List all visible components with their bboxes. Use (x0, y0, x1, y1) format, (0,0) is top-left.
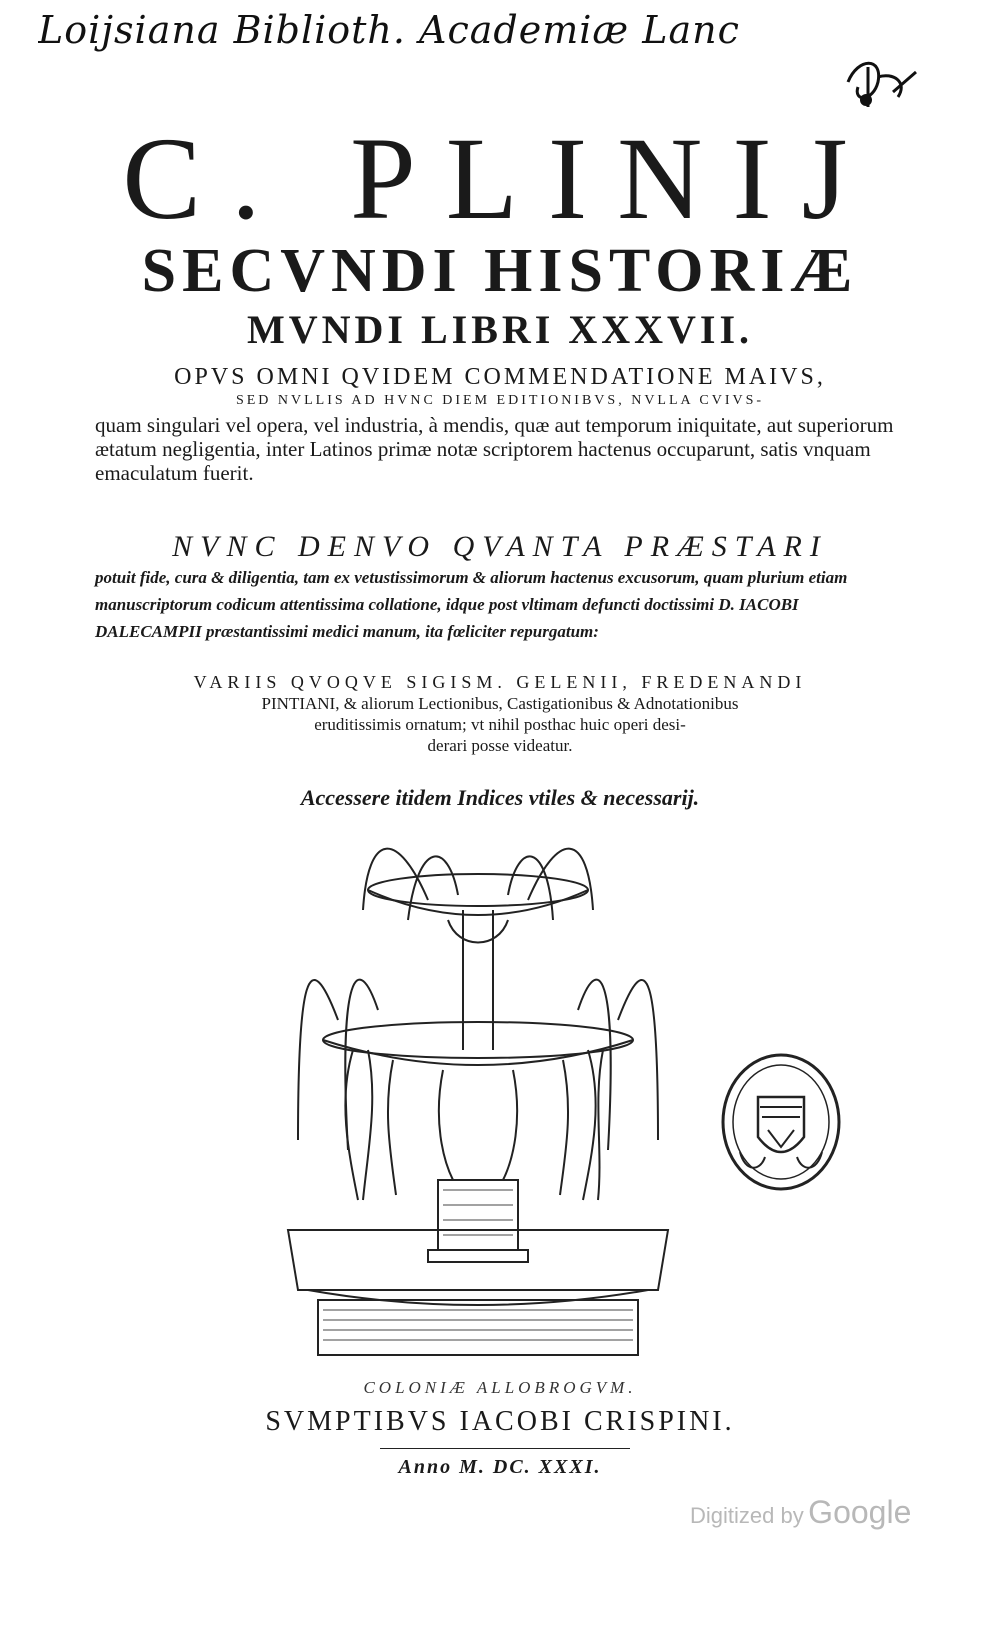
imprint-divider (380, 1448, 630, 1449)
description-caps-line-1: OPVS OMNI QVIDEM COMMENDATIONE MAIVS, (174, 364, 826, 390)
watermark-brand: Google (808, 1494, 912, 1530)
title-line-1: C. PLINIJ (122, 113, 878, 244)
imprint-publisher: SVMPTIBVS IACOBI CRISPINI. (265, 1406, 735, 1437)
variis-line-4: derari posse videatur. (427, 736, 573, 755)
library-seal-stamp-icon (720, 1052, 842, 1192)
accessere-line: Accessere itidem Indices vtiles & necessarij. (300, 785, 700, 810)
title-line-2: SECVNDI HISTORIÆ (141, 237, 859, 305)
handwritten-monogram-icon (838, 52, 920, 112)
description-paragraph (0, 365, 1000, 485)
title-line-3: MVNDI LIBRI XXXVII. (246, 307, 754, 352)
fountain-engraving-icon (278, 820, 678, 1365)
variis-paragraph (0, 672, 1000, 756)
nunc-caps-line: NVNC DENVO QVANTA PRÆSTARI (172, 530, 828, 563)
handwritten-inscription: Loijsiana Biblioth. Academiæ Lanc (38, 8, 740, 52)
description-caps-line-2: SED NVLLIS AD HVNC DIEM EDITIONIBVS, NVLLA CVIVS- (235, 393, 765, 408)
variis-line-3: eruditissimis ornatum; vt nihil posthac huic operi desi- (314, 715, 686, 734)
watermark-prefix: Digitized by (690, 1503, 804, 1528)
variis-line-2: PINTIANI, & aliorum Lectionibus, Castigationibus & Adnotationibus (261, 694, 739, 713)
variis-caps-line: VARIIS QVOQVE SIGISM. GELENII, FREDENANDI (193, 672, 807, 692)
imprint-place: COLONIÆ ALLOBROGVM. (363, 1378, 637, 1397)
nunc-paragraph (0, 530, 1000, 645)
imprint-year: Anno M. DC. XXXI. (398, 1456, 602, 1478)
digitized-watermark (690, 1494, 970, 1534)
nunc-text: potuit fide, cura & diligentia, tam ex vetustissimorum & aliorum hactenus excusorum, quam plurium etiam manuscriptorum codicum attentissima collatione, idque post vltimam defuncti doctissimi D. IACOBI DALECAMPII præstantissimi medici manum, ita fœliciter repurgatum: (95, 568, 848, 641)
description-text: quam singulari vel opera, vel industria, à mendis, quæ aut temporum iniquitate, aut superiorum ætatum negligentia, inter Latinos primæ notæ scriptorem hactenus occuparunt, satis vnquam emaculatum fuerit. (95, 413, 894, 485)
